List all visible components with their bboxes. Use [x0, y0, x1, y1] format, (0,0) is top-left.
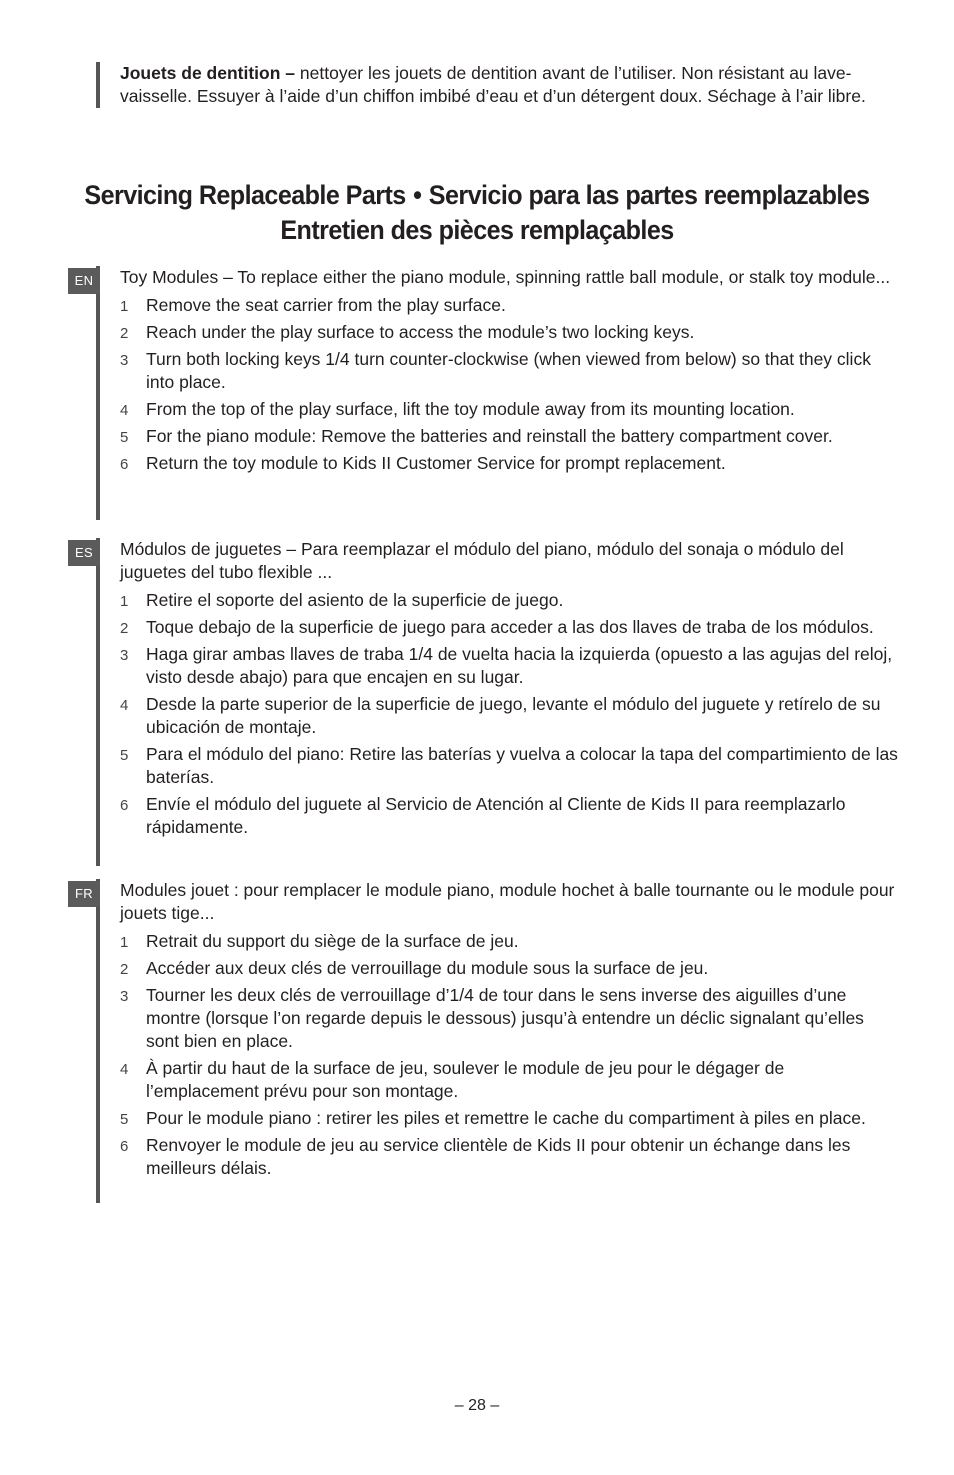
step-item [100, 930, 900, 953]
step-text: À partir du haut de la surface de jeu, soulever le module de jeu pour le dégager de l’emplacement prévu pour son montage. [146, 1058, 785, 1101]
note-term: Jouets de dentition – [120, 63, 296, 83]
step-text: Pour le module piano : retirer les piles et remettre le cache du compartiment à piles en place. [146, 1108, 866, 1128]
step-number: 5 [120, 1111, 129, 1128]
section-es [75, 538, 900, 866]
step-text: Reach under the play surface to access the module’s two locking keys. [146, 322, 695, 342]
steps-list [100, 930, 900, 1180]
step-item [100, 452, 900, 475]
step-item [100, 348, 900, 394]
heading-separator: • [413, 180, 422, 210]
step-item [100, 643, 900, 689]
step-item [100, 1057, 900, 1103]
step-text: Envíe el módulo del juguete al Servicio de Atención al Cliente de Kids II para reemplazarlo rápidamente. [146, 794, 846, 837]
step-text: Turn both locking keys 1/4 turn counter-clockwise (when viewed from below) so that they click into place. [146, 349, 871, 392]
step-number: 6 [120, 797, 129, 814]
step-item [100, 294, 900, 317]
section-intro: Módulos de juguetes – Para reemplazar el módulo del piano, módulo del sonaja o módulo del juguetes del tubo flexible ... [120, 539, 844, 582]
lang-tag-es: ES [68, 540, 100, 566]
step-item [100, 693, 900, 739]
step-text: Toque debajo de la superficie de juego para acceder a las dos llaves de traba de los módulos. [146, 617, 874, 637]
section-intro: Modules jouet : pour remplacer le module piano, module hochet à balle tournante ou le module pour jouets tige... [120, 880, 895, 923]
note-text: nettoyer les jouets de dentition avant de l’utiliser. Non résistant au lave-vaisselle. Essuyer à l’aide d’un chiffon imbibé d’eau et d’un détergent doux. Séchage à l’air libre. [120, 63, 866, 106]
step-item [100, 984, 900, 1053]
step-item [100, 1134, 900, 1180]
step-item [100, 793, 900, 839]
step-text: Retire el soporte del asiento de la superficie de juego. [146, 590, 564, 610]
lang-tag-fr: FR [68, 881, 100, 907]
heading-es: Servicio para las partes reemplazables [428, 180, 870, 210]
step-item [100, 425, 900, 448]
steps-list [100, 589, 900, 839]
step-number: 5 [120, 747, 129, 764]
step-number: 4 [120, 697, 129, 714]
step-item [100, 957, 900, 980]
step-text: From the top of the play surface, lift the toy module away from its mounting location. [146, 399, 795, 419]
step-number: 3 [120, 647, 129, 664]
step-number: 5 [120, 429, 129, 446]
step-text: Tourner les deux clés de verrouillage d’1/4 de tour dans le sens inverse des aiguilles d’une montre (lorsque l’on regarde depuis le dessous) jusqu’à entendre un déclic signalant qu’elles sont bien en place. [146, 985, 864, 1051]
step-item [100, 743, 900, 789]
step-text: Retrait du support du siège de la surface de jeu. [146, 931, 519, 951]
heading-line-1 [33, 178, 920, 213]
step-item [100, 1107, 900, 1130]
step-number: 1 [120, 298, 129, 315]
step-text: Desde la parte superior de la superficie de juego, levante el módulo del juguete y retírelo de su ubicación de montaje. [146, 694, 881, 737]
step-text: Accéder aux deux clés de verrouillage du module sous la surface de jeu. [146, 958, 709, 978]
step-number: 2 [120, 620, 129, 637]
step-text: Remove the seat carrier from the play surface. [146, 295, 506, 315]
step-text: Haga girar ambas llaves de traba 1/4 de vuelta hacia la izquierda (opuesto a las agujas del reloj, visto desde abajo) para que encajen en su lugar. [146, 644, 893, 687]
section-intro: Toy Modules – To replace either the piano module, spinning rattle ball module, or stalk toy module... [120, 267, 891, 287]
teething-toys-note [96, 62, 920, 108]
step-item [100, 589, 900, 612]
step-number: 2 [120, 325, 129, 342]
steps-list [100, 294, 900, 475]
step-number: 1 [120, 593, 129, 610]
step-number: 6 [120, 456, 129, 473]
step-item [100, 616, 900, 639]
step-number: 4 [120, 402, 129, 419]
step-text: Renvoyer le module de jeu au service clientèle de Kids II pour obtenir un échange dans les meilleurs délais. [146, 1135, 851, 1178]
section-heading [33, 178, 920, 248]
step-number: 3 [120, 352, 129, 369]
step-text: Para el módulo del piano: Retire las baterías y vuelva a colocar la tapa del compartimiento de las baterías. [146, 744, 898, 787]
step-item [100, 398, 900, 421]
step-number: 3 [120, 988, 129, 1005]
step-text: For the piano module: Remove the batteries and reinstall the battery compartment cover. [146, 426, 833, 446]
section-en [74, 266, 900, 520]
step-number: 4 [120, 1061, 129, 1078]
step-number: 6 [120, 1138, 129, 1155]
lang-tag-en: EN [68, 268, 100, 294]
step-number: 2 [120, 961, 129, 978]
heading-en: Servicing Replaceable Parts [84, 180, 406, 210]
step-text: Return the toy module to Kids II Customer Service for prompt replacement. [146, 453, 726, 473]
step-item [100, 321, 900, 344]
step-number: 1 [120, 934, 129, 951]
heading-fr: Entretien des pièces remplaçables [280, 215, 674, 245]
page-number: – 28 – [454, 1397, 500, 1414]
section-fr [75, 879, 900, 1203]
